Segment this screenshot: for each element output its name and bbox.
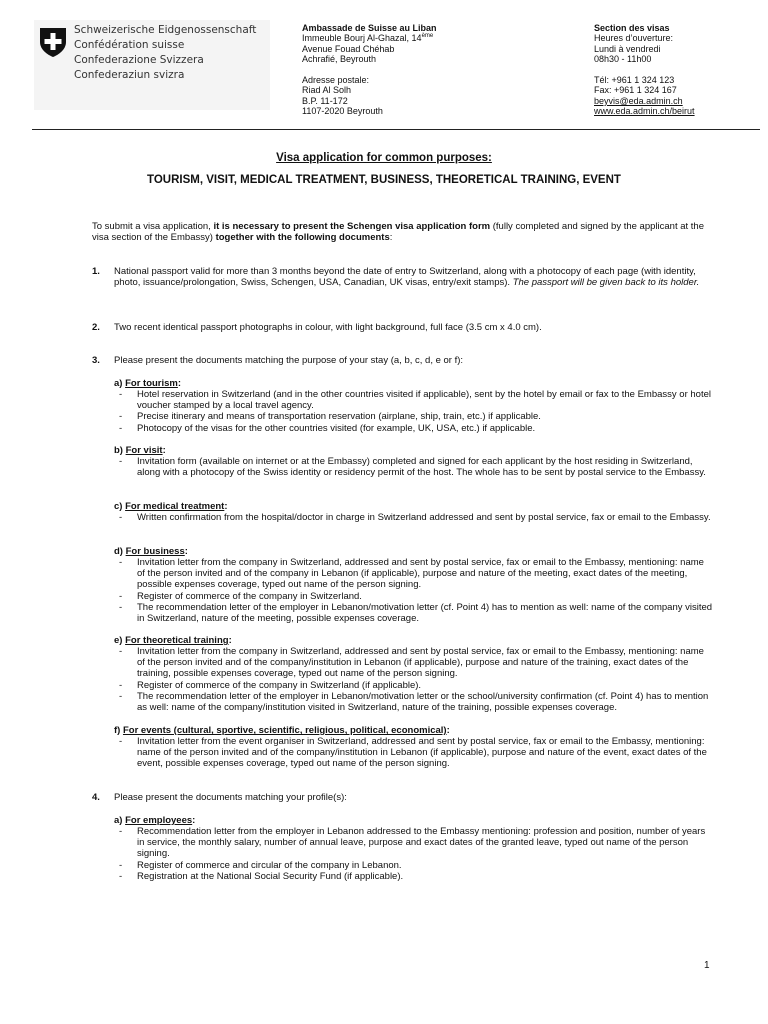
item-number-2: 2. — [92, 322, 100, 333]
conf-name-fr: Confédération suisse — [74, 39, 185, 51]
visa-section-title: Section des visas — [594, 23, 670, 33]
visa-section-info — [594, 23, 695, 117]
training-list — [114, 646, 714, 713]
opening-days: Lundi à vendredi — [594, 43, 661, 54]
embassy-name: Ambassade de Suisse au Liban — [302, 23, 437, 33]
intro-paragraph: To submit a visa application, it is necessary to present the Schengen visa application form (fully completed and signed by the applicant at the visa section of the Embassy) together with the following documents: — [92, 221, 704, 244]
document-subtitle: TOURISM, VISIT, MEDICAL TREATMENT, BUSINESS, THEORETICAL TRAINING, EVENT — [147, 174, 621, 186]
postal-line-2: B.P. 11-172 — [302, 95, 348, 106]
visit-list — [114, 456, 714, 478]
section-heading-business: d) For business: — [114, 546, 188, 557]
confederation-logo — [34, 20, 270, 110]
swiss-cross-shield-icon — [38, 26, 68, 58]
list-item: - Recommendation letter from the employer in Lebanon addressed to the Embassy mentioning: profession and position, number of years in service, the monthly salary, number of annual leave, purpose and exact dates of the granted leave, typed out name of the person signing. — [114, 826, 714, 860]
list-item: - Written confirmation from the hospital/doctor in charge in Switzerland addressed and sent by postal service, fax or email to the Embassy. — [114, 512, 714, 523]
floor-sup: ème — [421, 33, 434, 40]
item-4-text: Please present the documents matching your profile(s): — [114, 792, 347, 803]
item-number-1: 1. — [92, 266, 100, 277]
conf-name-it: Confederazione Svizzera — [74, 54, 204, 66]
list-item: - Precise itinerary and means of transportation reservation (airplane, ship, train, etc.) if applicable. — [114, 411, 714, 422]
list-item: - The recommendation letter of the employer in Lebanon/motivation letter or the school/university confirmation (cf. Point 4) has to mention as well: name of the company/institution visited in Switzerland, nature of the training, possible expenses coverage. — [114, 691, 714, 713]
section-heading-visit: b) For visit: — [114, 445, 166, 456]
telephone: Tél: +961 1 324 123 — [594, 75, 675, 86]
conf-name-de: Schweizerische Eidgenossenschaft — [74, 24, 257, 36]
list-item: - Invitation letter from the company in Switzerland, addressed and sent by postal service, fax or email to the Embassy, mentioning: name of the person invited and of the company/institution in Lebanon (if applicable), purpose and nature of the training, exact dates of the training, possible expenses coverage, typed out name of the person signing. — [114, 646, 714, 680]
business-list — [114, 557, 714, 624]
opening-hours: 08h30 - 11h00 — [594, 54, 652, 65]
item-number-4: 4. — [92, 792, 100, 803]
list-item: - Invitation letter from the event organiser in Switzerland, addressed and sent by postal service, fax or email to the Embassy, mentioning: name of the person invited and of the company/institution in Lebanon (if applicable), purpose and nature of the event, exact dates of the event, possible expenses coverage, typed out name of the person signing. — [114, 736, 714, 770]
email-link[interactable]: beyvis@eda.admin.ch — [594, 95, 683, 106]
section-heading-tourism: a) For tourism: — [114, 378, 182, 389]
header-divider — [32, 129, 760, 130]
list-item: - Invitation letter from the company in Switzerland, addressed and sent by postal service, fax or email to the Embassy, mentioning: name of the person invited and of the company in Lebanon (if applicable), purpose and nature of the meeting, exact dates of the meeting, possible expenses coverage, typed out name of the person signing. — [114, 557, 714, 591]
employees-list — [114, 826, 714, 882]
item-number-3: 3. — [92, 355, 100, 366]
fax: Fax: +961 1 324 167 — [594, 85, 677, 96]
item-2-text: Two recent identical passport photographs in colour, with light background, full face (3.5 cm x 4.0 cm). — [114, 322, 542, 333]
postal-line-3: 1107-2020 Beyrouth — [302, 106, 383, 117]
list-item: - Invitation form (available on internet or at the Embassy) completed and signed for each applicant by the host residing in Switzerland, along with a photocopy of the Swiss identity or residency permit of the host. The whole has to be sent by postal service to the Embassy. — [114, 456, 714, 478]
postal-label: Adresse postale: — [302, 75, 370, 86]
page-number: 1 — [704, 960, 710, 971]
item-1-text: National passport valid for more than 3 months beyond the date of entry to Switzerland, along with a photocopy of each page (with identity, photo, issuance/prolongation, Swiss, Schengen, USA, Canadian, UK visas, entry/exit stamps). The passport will be given back to its holder. — [114, 266, 700, 289]
list-item: - Photocopy of the visas for the other countries visited (for example, UK, USA, etc.) if applicable. — [114, 423, 714, 434]
embassy-avenue: Avenue Fouad Chéhab — [302, 43, 395, 54]
document-title: Visa application for common purposes: — [276, 152, 492, 164]
medical-list — [114, 512, 714, 523]
section-heading-medical: c) For medical treatment: — [114, 501, 228, 512]
list-item: - Register of commerce of the company in Switzerland. — [114, 591, 714, 602]
postal-line-1: Riad Al Solh — [302, 85, 352, 96]
list-item: - Hotel reservation in Switzerland (and in the other countries visited if applicable), sent by the hotel by email or fax to the Embassy or hotel voucher stamped by a local travel agency. — [114, 389, 714, 411]
embassy-street: Immeuble Bourj Al-Ghazal, 14ème — [302, 33, 434, 44]
list-item: - The recommendation letter of the employer in Lebanon/motivation letter (cf. Point 4) has to mention as well: name of the company visited in Switzerland, nature of the meeting, possible expenses coverage. — [114, 602, 714, 624]
confederation-names — [74, 23, 256, 83]
section-heading-events: f) For events (cultural, sportive, scientific, religious, political, economical): — [114, 725, 450, 736]
item-3-text: Please present the documents matching the purpose of your stay (a, b, c, d, e or f): — [114, 355, 464, 366]
tourism-list — [114, 389, 714, 434]
section-heading-employees: a) For employees: — [114, 815, 196, 826]
list-item: - Register of commerce of the company in Switzerland (if applicable). — [114, 680, 714, 691]
list-item: - Register of commerce and circular of the company in Lebanon. — [114, 860, 714, 871]
embassy-district: Achrafié, Beyrouth — [302, 54, 377, 65]
events-list — [114, 736, 714, 770]
opening-hours-label: Heures d’ouverture: — [594, 33, 674, 44]
website-link[interactable]: www.eda.admin.ch/beirut — [594, 106, 695, 117]
conf-name-rm: Confederaziun svizra — [74, 69, 185, 81]
embassy-address — [302, 23, 437, 117]
section-heading-training: e) For theoretical training: — [114, 635, 232, 646]
list-item: - Registration at the National Social Security Fund (if applicable). — [114, 871, 714, 882]
